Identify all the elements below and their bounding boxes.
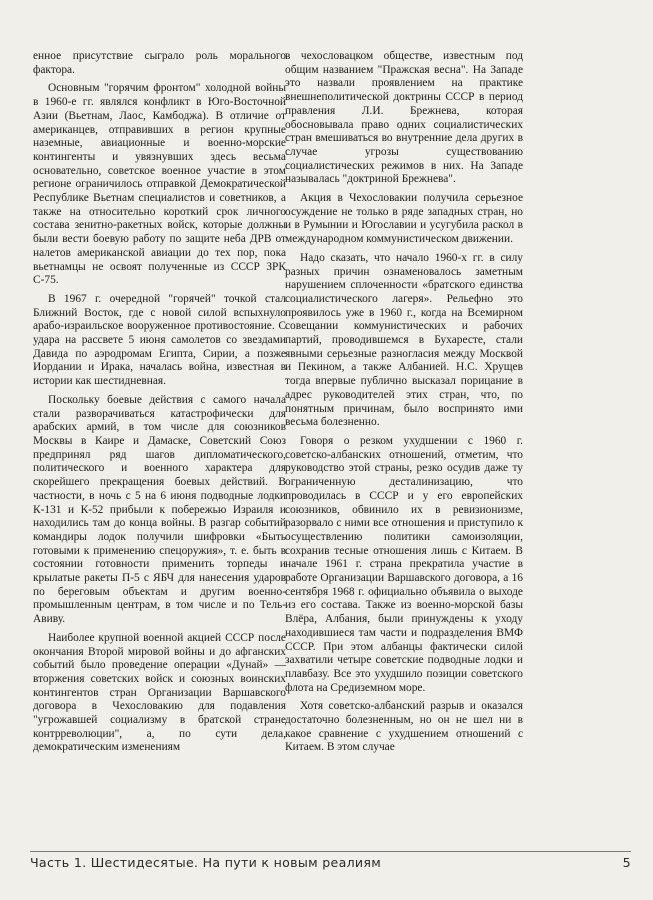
paragraph: Говоря о резком ухудшении с 1960 г. советско-албанских отношений, отметим, что руководство этой страны, резко осудив даже ту ограниченную десталинизацию, что проводилась в СССР и у его европейских союзников, обвинило их в ревизионизме, разорвало с ними все отношения и приступило к осуществлению политики самоизоляции, сохранив тесные отношения лишь с Китаем. В начале 1961 г. страна прекратила участие в работе Организации Варшавского договора, а 16 сентября 1968 г. официально объявила о выходе из его состава. Также из военно-морской базы Влёра, Албания, были принуждены к уходу находившиеся там части и подразделения ВМФ СССР. При этом албанцы фактически силой захватили четыре советские подводные лодки и плавбазу. Все это ухудшило позиции советского флота на Средиземном море.: [285, 434, 523, 694]
paragraph: Акция в Чехословакии получила серьезное осуждение не только в ряде западных стран, но и в Румынии и Югославии и усугубила раскол в международном коммунистическом движении.: [285, 192, 523, 246]
page-footer: [30, 851, 631, 877]
paragraph: Основным "горячим фронтом" холодной войны в 1960-е гг. являлся конфликт в Юго-Восточной Азии (Вьетнам, Лаос, Камбоджа). В отличие от американцев, отправивших в регион крупные наземные, авиационные и военно-морские контингенты и увязнувших здесь весьма основательно, советское военное участие в этом регионе ограничилось отправкой Демократической Республике Вьетнам специалистов и советников, а также на относительно короткий срок личного состава зенитно-ракетных войск, которые должны были вести боевую работу по защите неба ДРВ от налетов американской авиации до тех пор, пока вьетнамцы не освоят полученные из СССР ЗРК С-75.: [33, 82, 286, 287]
paragraph: В 1967 г. очередной "горячей" точкой стал Ближний Восток, где с новой силой вспыхнуло арабо-израильское вооруженное противостояние. С удара на рассвете 5 июня самолетов со звездами Давида по аэродромам Египта, Сирии, а позже Иордании и Ирака, началась война, известная в истории как шестидневная.: [33, 292, 286, 388]
right-column: [285, 50, 523, 760]
paragraph: Надо сказать, что начало 1960-х гг. в силу разных причин ознаменовалось заметным нарушением сплоченности «братского единства социалистического лагеря». Рельефно это проявилось уже в 1960 г., когда на Всемирном совещании коммунистических и рабочих партий, проводившемся в Бухаресте, стали явными серьезные разногласия между Москвой и Пекином, а также Албанией. Н.С. Хрущев тогда впервые публично высказал порицание в адрес руководителей этих стран, что, по понятным причинам, было воспринято ими весьма болезненно.: [285, 251, 523, 429]
paragraph: в чехословацком обществе, известным под общим названием "Пражская весна". На Западе это назвали проявлением на практике внешнеполитической доктрины СССР в период правления Л.И. Брежнева, которая обосновывала право одних социалистических стран вмешиваться во внутренние дела других в случае угрозы существованию социалистических режимов в них. На Западе называлась "доктриной Брежнева".: [285, 50, 523, 186]
paragraph: Хотя советско-албанский разрыв и оказался достаточно болезненным, но он не шел ни в какое сравнение с ухудшением отношений с Китаем. В этом случае: [285, 700, 523, 754]
left-column: [33, 50, 286, 760]
paragraph: Поскольку боевые действия с самого начала стали разворачиваться катастрофически для арабских армий, в том числе для союзников Москвы в Каире и Дамаске, Советский Союз предпринял ряд шагов дипломатического, политического и военного характера для скорейшего прекращения боевых действий. В частности, в ночь с 5 на 6 июня подводные лодки К-131 и К-52 прибыли к побережью Израиля и находились там до конца войны. В разгар событий командиры лодок получили шифровки «Быть готовыми к применению спецоружия», т. е. быть в состоянии готовности применить торпеды и крылатые ракеты П-5 с ЯБЧ для нанесения ударов по береговым объектам и другим военно-промышленным центрам, в том числе и по Тель-Авиву.: [33, 393, 286, 626]
page-number: 5: [622, 855, 631, 870]
paragraph: Наиболее крупной военной акцией СССР после окончания Второй мировой войны и до афганских событий было проведение операции «Дунай» — вторжения советских войск и союзных воинских контингентов стран Организации Варшавского договора в Чехословакию для подавления "угрожавшей социализму в братской стране контрреволюции", а, по сути дела, демократическим изменениям: [33, 631, 286, 754]
footer-section-title: Часть 1. Шестидесятые. На пути к новым реалиям: [30, 855, 382, 870]
paragraph: енное присутствие сыграло роль морального фактора.: [33, 50, 286, 76]
